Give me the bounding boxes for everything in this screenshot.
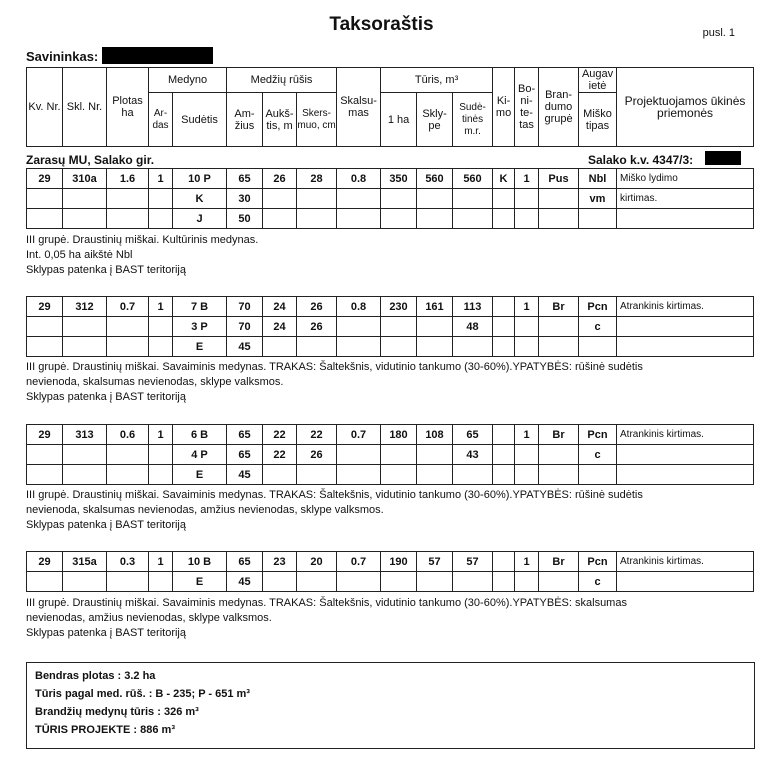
- table-cell: 30: [227, 189, 263, 209]
- table-cell: [453, 189, 493, 209]
- table-cell: Br: [539, 297, 579, 317]
- location-left: Zarasų MU, Salako gir.: [26, 153, 155, 167]
- table-cell: 1: [149, 552, 173, 572]
- table-cell: [337, 337, 381, 357]
- table-cell: [417, 189, 453, 209]
- table-cell: 48: [453, 317, 493, 337]
- note-line: Sklypas patenka į BAST teritoriją: [26, 391, 186, 403]
- table-cell: 29: [27, 552, 63, 572]
- table-cell: [493, 552, 515, 572]
- table-cell: c: [579, 445, 617, 465]
- table-cell: 24: [263, 297, 297, 317]
- document-title: Taksoraštis: [329, 14, 434, 35]
- table-cell: [107, 337, 149, 357]
- table-cell: Atrankinis kirtimas.: [617, 552, 754, 572]
- table-cell: 65: [227, 425, 263, 445]
- table-cell: 26: [263, 169, 297, 189]
- table-cell: E: [173, 337, 227, 357]
- table-cell: [337, 189, 381, 209]
- table-cell: [539, 209, 579, 229]
- table-cell: [453, 337, 493, 357]
- table-cell: 57: [453, 552, 493, 572]
- table-cell: [515, 465, 539, 485]
- header-medziu-rusis: Medžių rūšis: [227, 68, 337, 93]
- table-cell: [27, 572, 63, 592]
- table-cell: 312: [63, 297, 107, 317]
- table-cell: [297, 337, 337, 357]
- table-cell: Atrankinis kirtimas.: [617, 425, 754, 445]
- table-cell: [63, 189, 107, 209]
- header-turis: Tūris, m³: [381, 68, 493, 93]
- table-cell: Pcn: [579, 297, 617, 317]
- table-cell: 24: [263, 317, 297, 337]
- table-cell: [263, 189, 297, 209]
- table-cell: [297, 465, 337, 485]
- table-cell: 45: [227, 572, 263, 592]
- table-cell: [515, 209, 539, 229]
- table-cell: 113: [453, 297, 493, 317]
- header-amzius: Am- žius: [227, 93, 263, 147]
- table-cell: 161: [417, 297, 453, 317]
- table-cell: [149, 189, 173, 209]
- table-cell: [337, 445, 381, 465]
- table-cell: [63, 209, 107, 229]
- summary-line: TŪRIS PROJEKTE : 886 m³: [35, 724, 175, 736]
- table-cell: 0.3: [107, 552, 149, 572]
- table-cell: 10 B: [173, 552, 227, 572]
- header-augaviete: Augav ietė: [579, 68, 617, 93]
- stand-table: [26, 424, 754, 485]
- table-cell: [107, 209, 149, 229]
- table-cell: Pus: [539, 169, 579, 189]
- table-cell: [149, 465, 173, 485]
- header-ardas: Ar- das: [149, 93, 173, 147]
- table-row: [27, 317, 754, 337]
- table-cell: 230: [381, 297, 417, 317]
- table-cell: [617, 445, 754, 465]
- note-line: III grupė. Draustinių miškai. Savaiminis medynas. TRAKAS: Šaltekšnis, vidutinio tankumo (30-60%).YPATYBĖS: skalsumas: [26, 597, 627, 609]
- table-cell: E: [173, 572, 227, 592]
- table-cell: [417, 337, 453, 357]
- note-line: III grupė. Draustinių miškai. Kultūrinis medynas.: [26, 234, 259, 246]
- header-aukstis: Aukš- tis, m: [263, 93, 297, 147]
- table-cell: [107, 445, 149, 465]
- table-cell: [107, 465, 149, 485]
- table-cell: 22: [263, 445, 297, 465]
- table-cell: [107, 317, 149, 337]
- table-cell: [337, 317, 381, 337]
- table-cell: [27, 337, 63, 357]
- table-cell: [493, 572, 515, 592]
- table-cell: K: [173, 189, 227, 209]
- table-cell: 28: [297, 169, 337, 189]
- table-cell: 29: [27, 425, 63, 445]
- table-cell: 57: [417, 552, 453, 572]
- table-cell: [297, 572, 337, 592]
- table-cell: 1: [515, 169, 539, 189]
- table-cell: 6 B: [173, 425, 227, 445]
- table-cell: 1: [149, 425, 173, 445]
- table-cell: c: [579, 317, 617, 337]
- table-row: [27, 169, 754, 189]
- table-cell: 0.7: [337, 552, 381, 572]
- note-line: nevienoda, skalsumas nevienodas, amžius nevienodas, sklype valksmos.: [26, 504, 384, 516]
- table-cell: [381, 317, 417, 337]
- table-cell: K: [493, 169, 515, 189]
- note-line: Sklypas patenka į BAST teritoriją: [26, 627, 186, 639]
- table-cell: [27, 317, 63, 337]
- table-cell: [617, 317, 754, 337]
- header-1ha: 1 ha: [381, 93, 417, 147]
- stand-table: [26, 168, 754, 229]
- table-cell: [579, 337, 617, 357]
- header-kirtimo: Ki- mo: [493, 68, 515, 147]
- table-cell: [149, 209, 173, 229]
- table-cell: [63, 337, 107, 357]
- header-kv: Kv. Nr.: [27, 68, 63, 147]
- table-cell: [297, 209, 337, 229]
- table-row: [27, 425, 754, 445]
- table-cell: [579, 209, 617, 229]
- table-cell: [493, 209, 515, 229]
- table-cell: 0.6: [107, 425, 149, 445]
- table-cell: [417, 572, 453, 592]
- redaction-block-2: [705, 151, 741, 165]
- table-cell: [63, 572, 107, 592]
- table-cell: E: [173, 465, 227, 485]
- header-skalsumas: Skalsu- mas: [337, 68, 381, 147]
- header-sudetines: Sudė- tinės m.r.: [453, 93, 493, 147]
- header-table: [26, 67, 754, 147]
- table-cell: 22: [263, 425, 297, 445]
- table-cell: 10 P: [173, 169, 227, 189]
- table-cell: 0.7: [337, 425, 381, 445]
- table-cell: [381, 465, 417, 485]
- table-cell: 560: [417, 169, 453, 189]
- note-line: III grupė. Draustinių miškai. Savaiminis medynas. TRAKAS: Šaltekšnis, vidutinio tankumo (30-60%).YPATYBĖS: rūšinė sudėtis: [26, 361, 643, 373]
- table-cell: [539, 337, 579, 357]
- table-cell: 180: [381, 425, 417, 445]
- table-row: [27, 337, 754, 357]
- table-cell: 0.8: [337, 297, 381, 317]
- table-cell: [63, 445, 107, 465]
- table-cell: [417, 445, 453, 465]
- summary-line: Brandžių medynų tūris : 326 m³: [35, 706, 199, 718]
- table-cell: [263, 465, 297, 485]
- table-cell: 45: [227, 465, 263, 485]
- table-cell: [453, 572, 493, 592]
- table-cell: J: [173, 209, 227, 229]
- table-cell: 1.6: [107, 169, 149, 189]
- table-cell: [579, 465, 617, 485]
- table-cell: [381, 445, 417, 465]
- table-cell: 70: [227, 317, 263, 337]
- summary-box: [26, 662, 755, 749]
- table-cell: [493, 189, 515, 209]
- table-cell: Nbl: [579, 169, 617, 189]
- table-cell: [63, 317, 107, 337]
- table-cell: [417, 465, 453, 485]
- stand-notes: [26, 488, 751, 533]
- table-cell: 3 P: [173, 317, 227, 337]
- table-cell: [263, 572, 297, 592]
- table-cell: [381, 337, 417, 357]
- table-cell: kirtimas.: [617, 189, 754, 209]
- table-row: [27, 209, 754, 229]
- table-cell: vm: [579, 189, 617, 209]
- table-cell: [515, 189, 539, 209]
- header-bonitetas: Bo- ni- te- tas: [515, 68, 539, 147]
- table-cell: [381, 189, 417, 209]
- table-cell: 315a: [63, 552, 107, 572]
- table-cell: 1: [515, 425, 539, 445]
- table-cell: [453, 209, 493, 229]
- owner-label: Savininkas:: [26, 49, 99, 64]
- table-cell: [493, 297, 515, 317]
- table-cell: 45: [227, 337, 263, 357]
- table-cell: [263, 209, 297, 229]
- table-cell: 1: [149, 297, 173, 317]
- note-line: Int. 0,05 ha aikštė Nbl: [26, 249, 133, 261]
- stand-notes: [26, 360, 751, 405]
- note-line: Sklypas patenka į BAST teritoriją: [26, 519, 186, 531]
- table-cell: 43: [453, 445, 493, 465]
- table-cell: [493, 465, 515, 485]
- table-cell: 26: [297, 445, 337, 465]
- table-cell: [337, 209, 381, 229]
- table-cell: 23: [263, 552, 297, 572]
- table-cell: 350: [381, 169, 417, 189]
- table-cell: 26: [297, 317, 337, 337]
- table-cell: 108: [417, 425, 453, 445]
- header-misko-tipas: Miško tipas: [579, 93, 617, 147]
- table-cell: 560: [453, 169, 493, 189]
- table-cell: [515, 337, 539, 357]
- header-sklype: Skly- pe: [417, 93, 453, 147]
- note-line: nevienoda, skalsumas nevienodas, sklype valksmos.: [26, 376, 284, 388]
- table-cell: [539, 317, 579, 337]
- table-cell: 65: [227, 169, 263, 189]
- table-row: [27, 465, 754, 485]
- table-cell: [107, 189, 149, 209]
- note-line: Sklypas patenka į BAST teritoriją: [26, 264, 186, 276]
- table-cell: [263, 337, 297, 357]
- table-row: [27, 445, 754, 465]
- table-cell: [493, 445, 515, 465]
- table-cell: [381, 209, 417, 229]
- page-number: pusl. 1: [702, 27, 735, 39]
- stand-table: [26, 296, 754, 357]
- table-cell: [297, 189, 337, 209]
- header-priemones: Projektuojamos ūkinės priemonės: [617, 68, 754, 147]
- table-cell: [515, 445, 539, 465]
- table-cell: [337, 465, 381, 485]
- table-cell: [617, 465, 754, 485]
- stand-table: [26, 551, 754, 592]
- table-cell: [149, 337, 173, 357]
- header-medyno: Medyno: [149, 68, 227, 93]
- table-cell: 29: [27, 169, 63, 189]
- table-cell: 20: [297, 552, 337, 572]
- table-cell: 190: [381, 552, 417, 572]
- table-cell: Atrankinis kirtimas.: [617, 297, 754, 317]
- table-cell: [27, 189, 63, 209]
- table-cell: Br: [539, 425, 579, 445]
- table-cell: Br: [539, 552, 579, 572]
- note-line: nevienodas, amžius nevienodas, sklype valksmos.: [26, 612, 272, 624]
- table-cell: [539, 189, 579, 209]
- table-cell: [493, 337, 515, 357]
- table-cell: [27, 465, 63, 485]
- table-cell: Pcn: [579, 425, 617, 445]
- table-cell: Pcn: [579, 552, 617, 572]
- table-cell: [493, 425, 515, 445]
- table-row: [27, 189, 754, 209]
- table-cell: 1: [149, 169, 173, 189]
- note-line: III grupė. Draustinių miškai. Savaiminis medynas. TRAKAS: Šaltekšnis, vidutinio tankumo (30-60%).YPATYBĖS: rūšinė sudėtis: [26, 489, 643, 501]
- table-cell: [493, 317, 515, 337]
- table-cell: [337, 572, 381, 592]
- table-cell: Miško lydimo: [617, 169, 754, 189]
- table-row: [27, 572, 754, 592]
- table-cell: 22: [297, 425, 337, 445]
- table-cell: 1: [515, 552, 539, 572]
- table-cell: 65: [227, 552, 263, 572]
- stand-notes: [26, 233, 751, 278]
- table-cell: 65: [227, 445, 263, 465]
- location-right: Salako k.v. 4347/3:: [588, 153, 694, 167]
- table-cell: [453, 465, 493, 485]
- header-skl: Skl. Nr.: [63, 68, 107, 147]
- table-cell: 29: [27, 297, 63, 317]
- table-cell: c: [579, 572, 617, 592]
- table-cell: 26: [297, 297, 337, 317]
- table-cell: [381, 572, 417, 592]
- table-cell: 7 B: [173, 297, 227, 317]
- table-cell: 1: [515, 297, 539, 317]
- table-cell: [107, 572, 149, 592]
- table-cell: [539, 465, 579, 485]
- table-cell: [27, 209, 63, 229]
- table-cell: [27, 445, 63, 465]
- header-sudetis: Sudėtis: [173, 93, 227, 147]
- table-row: [27, 297, 754, 317]
- header-skersmuo: Skers- muo, cm: [297, 93, 337, 147]
- table-cell: [539, 445, 579, 465]
- redaction-block: [102, 47, 213, 64]
- table-cell: [149, 572, 173, 592]
- table-cell: [63, 465, 107, 485]
- header-brandumo: Bran- dumo grupė: [539, 68, 579, 147]
- table-row: [27, 552, 754, 572]
- table-cell: [515, 572, 539, 592]
- table-cell: [417, 317, 453, 337]
- table-cell: [617, 337, 754, 357]
- table-cell: [417, 209, 453, 229]
- summary-line: Bendras plotas : 3.2 ha: [35, 670, 156, 682]
- table-cell: [617, 209, 754, 229]
- header-plotas: Plotas ha: [107, 68, 149, 147]
- table-cell: [539, 572, 579, 592]
- table-cell: [149, 445, 173, 465]
- table-cell: 0.7: [107, 297, 149, 317]
- table-cell: [515, 317, 539, 337]
- table-cell: 70: [227, 297, 263, 317]
- table-cell: 310a: [63, 169, 107, 189]
- summary-line: Tūris pagal med. rūš. : B - 235; P - 651 m³: [35, 688, 250, 700]
- table-cell: [149, 317, 173, 337]
- stand-notes: [26, 596, 751, 641]
- table-cell: 313: [63, 425, 107, 445]
- table-cell: [617, 572, 754, 592]
- table-cell: 4 P: [173, 445, 227, 465]
- table-cell: 50: [227, 209, 263, 229]
- table-cell: 65: [453, 425, 493, 445]
- table-cell: 0.8: [337, 169, 381, 189]
